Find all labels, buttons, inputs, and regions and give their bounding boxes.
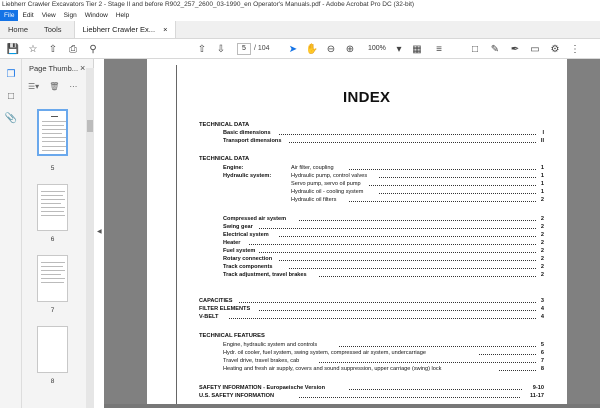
scroll-mode-icon[interactable]: ≡ xyxy=(436,43,442,55)
index-row xyxy=(199,365,544,373)
index-row-page: 8 xyxy=(540,366,544,372)
thumbnails-panel xyxy=(22,59,94,408)
index-row-label: Electrical system xyxy=(223,232,269,238)
index-row-label: FILTER ELEMENTS xyxy=(199,306,251,312)
highlight-pen-icon[interactable]: ✎ xyxy=(490,43,500,55)
thumbnail-label: 7 xyxy=(50,307,55,314)
index-row-page: 5 xyxy=(540,342,544,348)
index-row-page: 2 xyxy=(540,264,544,270)
thumbnail-label: 8 xyxy=(50,378,55,385)
section-heading: TECHNICAL DATA xyxy=(199,122,250,128)
fit-page-icon[interactable]: ▦ xyxy=(412,43,422,55)
menu-sign[interactable]: Sign xyxy=(63,12,77,19)
index-row xyxy=(199,164,544,172)
index-row xyxy=(199,172,544,180)
index-group-label: Hydraulic system: xyxy=(223,173,272,179)
index-row-label: U.S. SAFETY INFORMATION xyxy=(199,393,274,399)
index-row-page: 2 xyxy=(540,216,544,222)
index-row-label: Swing gear xyxy=(223,224,253,230)
index-row xyxy=(199,384,544,392)
tab-document-label: Liebherr Crawler Ex... xyxy=(82,24,156,34)
index-row xyxy=(199,271,544,279)
print-icon[interactable]: ⎙ xyxy=(69,43,77,55)
pdf-page xyxy=(147,59,567,408)
index-row-page: 7 xyxy=(540,358,544,364)
select-cursor-icon[interactable]: ➤ xyxy=(288,43,298,55)
index-title: INDEX xyxy=(343,89,391,106)
thumbnail-label: 6 xyxy=(50,236,55,243)
index-row-label: Hydraulic pump, control valves xyxy=(291,173,368,179)
bookmarks-icon[interactable]: □ xyxy=(7,90,15,102)
tab-bar xyxy=(0,21,600,39)
bookmark-star-icon[interactable]: ☆ xyxy=(28,43,38,55)
index-row-label: Fuel system xyxy=(223,248,256,254)
menu-help[interactable]: Help xyxy=(115,12,130,19)
index-row-page: 4 xyxy=(540,314,544,320)
zoom-out-icon[interactable]: ⊖ xyxy=(326,43,336,55)
options-icon[interactable]: ☰▾ xyxy=(28,82,40,91)
close-icon[interactable]: × xyxy=(163,24,168,34)
index-row-page: 1 xyxy=(540,189,544,195)
thumbnail-page-7[interactable] xyxy=(37,255,68,302)
index-row xyxy=(199,305,544,313)
index-row-label: SAFETY INFORMATION - Europaeische Version xyxy=(199,385,325,391)
index-row-page: 1 xyxy=(540,165,544,171)
delete-icon[interactable]: 🗑 xyxy=(49,82,60,91)
tab-tools[interactable]: Tools xyxy=(44,25,62,34)
section-heading: TECHNICAL DATA xyxy=(199,156,250,162)
menu-window[interactable]: Window xyxy=(84,12,108,19)
hand-tool-icon[interactable]: ✋ xyxy=(305,43,319,55)
index-row-page: 1 xyxy=(540,173,544,179)
index-row xyxy=(199,129,544,137)
index-row xyxy=(199,180,544,188)
thumbnail-page-6[interactable] xyxy=(37,184,68,231)
window-title: Liebherr Crawler Excavators Tier 2 - Stage II and before R902_257_2600_03-1990_en Operator's Manuals.pdf - Adobe Acrobat Pro DC (32-bit) xyxy=(0,0,600,10)
zoom-dropdown-icon[interactable]: ▾ xyxy=(396,43,402,55)
index-row xyxy=(199,357,544,365)
index-row xyxy=(199,137,544,145)
index-row-page: 2 xyxy=(540,240,544,246)
index-row-page: 2 xyxy=(540,248,544,254)
thumbnail-label: 5 xyxy=(50,165,55,172)
index-row-label: Track components xyxy=(223,264,273,270)
index-row xyxy=(199,231,544,239)
index-row xyxy=(199,392,544,400)
save-icon[interactable]: 💾 xyxy=(6,43,20,55)
left-rail xyxy=(0,59,22,408)
index-row-label: Transport dimensions xyxy=(223,138,282,144)
index-row-page: 2 xyxy=(540,197,544,203)
zoom-level[interactable]: 100% xyxy=(368,45,386,52)
index-row xyxy=(199,255,544,263)
index-row xyxy=(199,313,544,321)
index-row-page: 4 xyxy=(540,306,544,312)
index-row-label: Hydraulic oil - cooling system xyxy=(291,189,364,195)
menu-edit[interactable]: Edit xyxy=(22,12,34,19)
document-viewport[interactable] xyxy=(104,59,600,408)
index-row-label: Engine, hydraulic system and controls xyxy=(223,342,318,348)
index-row xyxy=(199,247,544,255)
index-row xyxy=(199,263,544,271)
upload-icon[interactable]: ⇧ xyxy=(48,43,58,55)
more-tools-icon[interactable]: ⋮ xyxy=(570,43,580,55)
next-page-icon[interactable]: ⇩ xyxy=(216,43,226,55)
index-row-label: CAPACITIES xyxy=(199,298,233,304)
menu-view[interactable]: View xyxy=(41,12,56,19)
menu-bar xyxy=(0,10,600,21)
thumbnail-page-8[interactable] xyxy=(37,326,68,373)
index-row-label: Air filter, coupling xyxy=(291,165,334,171)
comment-icon[interactable]: □ xyxy=(471,43,479,55)
index-row-page: 2 xyxy=(540,224,544,230)
close-icon[interactable]: × xyxy=(80,63,86,73)
index-row-label: Track adjustment, travel brakes xyxy=(223,272,307,278)
index-row-page: 2 xyxy=(540,232,544,238)
index-row-label: Rotary connection xyxy=(223,256,273,262)
index-row xyxy=(199,215,544,223)
index-row-page: 3 xyxy=(540,298,544,304)
index-row-page: 6 xyxy=(540,350,544,356)
index-group-label: Engine: xyxy=(223,165,244,171)
index-row xyxy=(199,188,544,196)
index-row-page: 11-17 xyxy=(530,393,544,399)
thumbnail-tools xyxy=(28,82,77,91)
index-row xyxy=(199,349,544,357)
index-row-label: Basic dimensions xyxy=(223,130,271,136)
status-bar xyxy=(104,404,600,408)
index-row-label: V-BELT xyxy=(199,314,219,320)
index-row xyxy=(199,196,544,204)
index-row-label: Servo pump, servo oil pump xyxy=(291,181,361,187)
index-row-label: Hydr. oil cooler, fuel system, swing system, compressed air system, undercarriage xyxy=(223,350,427,356)
stamp-icon[interactable]: ⚙ xyxy=(550,43,560,55)
index-row-page: II xyxy=(540,138,544,144)
previous-page-icon[interactable]: ⇧ xyxy=(197,43,207,55)
toolbar xyxy=(0,39,600,59)
index-row xyxy=(199,297,544,305)
draw-icon[interactable]: ✒ xyxy=(510,43,520,55)
section-heading: TECHNICAL FEATURES xyxy=(199,333,265,339)
page-rule xyxy=(176,65,177,408)
index-row-label: Compressed air system xyxy=(223,216,287,222)
tab-home[interactable]: Home xyxy=(8,25,29,34)
menu-file[interactable]: File xyxy=(0,10,18,21)
collapse-panel-icon[interactable]: ◀ xyxy=(97,229,102,235)
index-row-page: 1 xyxy=(540,181,544,187)
index-row xyxy=(199,239,544,247)
index-row-page: 9-10 xyxy=(532,385,544,391)
zoom-in-icon[interactable]: ⊕ xyxy=(345,43,355,55)
index-row-label: Heater xyxy=(223,240,241,246)
search-icon[interactable]: ⚲ xyxy=(89,43,97,55)
index-row-page: 2 xyxy=(540,256,544,262)
thumbnails-title: Page Thumb... xyxy=(29,64,79,73)
more-icon[interactable]: ⋯ xyxy=(69,82,78,91)
index-row-label: Travel drive, travel brakes, cab xyxy=(223,358,300,364)
index-row-label: Hydraulic oil filters xyxy=(291,197,337,203)
tab-document[interactable] xyxy=(74,21,177,38)
page-thumbnails-icon[interactable]: ❐ xyxy=(6,68,16,80)
index-row-label: Heating and fresh air supply, covers and sound suppression, upper carriage (swing) lock xyxy=(223,366,442,372)
attachments-icon[interactable]: 📎 xyxy=(4,112,18,124)
index-row-page: 2 xyxy=(540,272,544,278)
thumbnail-page-5[interactable] xyxy=(37,109,68,156)
text-box-icon[interactable]: ▭ xyxy=(530,43,540,55)
index-row-page: I xyxy=(542,130,544,136)
index-row xyxy=(199,223,544,231)
index-row xyxy=(199,341,544,349)
page-number-input[interactable]: 5 xyxy=(237,43,251,55)
page-total: / 104 xyxy=(254,45,270,52)
scrollbar-thumb[interactable] xyxy=(87,120,93,132)
thumbnail-scrollbar[interactable] xyxy=(86,68,94,408)
